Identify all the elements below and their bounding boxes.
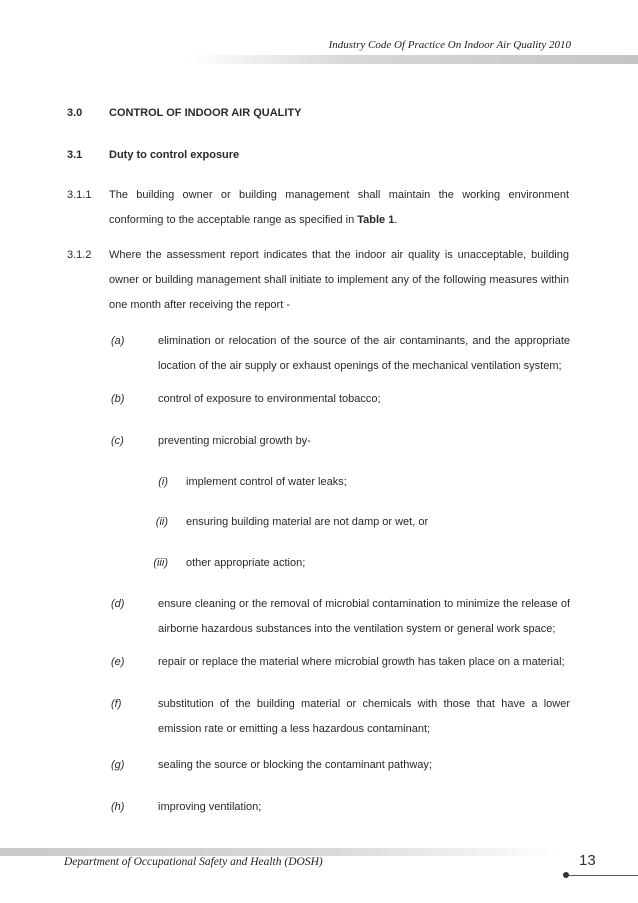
clause-3-1-1-number: 3.1.1 [67, 189, 92, 201]
footer-department: Department of Occupational Safety and Health (DOSH) [64, 856, 323, 868]
list-item-label: (d) [111, 598, 125, 610]
list-item-label: (a) [111, 335, 125, 347]
page-number-dot [563, 872, 569, 878]
clause-3-1-1-text [109, 183, 569, 233]
sub-item-label: (iii) [153, 557, 168, 569]
table-reference: Table 1 [357, 214, 395, 226]
list-item-text: sealing the source or blocking the contaminant pathway; [158, 759, 432, 771]
list-item-text: substitution of the building material or chemicals with those that have a lower emission rate or emitting a less hazardous contaminant; [158, 698, 570, 735]
list-item-text: improving ventilation; [158, 801, 262, 813]
list-item-label: (b) [111, 393, 125, 405]
list-item-text: repair or replace the material where microbial growth has taken place on a material; [158, 656, 565, 668]
subsection-title: Duty to control exposure [109, 149, 240, 161]
sub-item-text: implement control of water leaks; [186, 476, 347, 488]
section-number: 3.0 [67, 107, 83, 119]
page-number: 13 [579, 852, 596, 869]
clause-3-1-1-body: The building owner or building management shall maintain the working environment conforming to the acceptable range as specified in [109, 189, 569, 226]
sub-item-text: ensuring building material are not damp or wet, or [186, 516, 429, 528]
list-item-label: (f) [111, 698, 122, 710]
list-item-text: preventing microbial growth by- [158, 435, 311, 447]
list-item-label: (h) [111, 801, 125, 813]
header-rule [188, 55, 638, 64]
page-number-rule [566, 875, 638, 876]
list-item-text: elimination or relocation of the source of the air contaminants, and the appropriate location of the air supply or exhaust openings of the mechanical ventilation system; [158, 335, 570, 372]
running-header: Industry Code Of Practice On Indoor Air Quality 2010 [328, 39, 571, 51]
sub-item-text: other appropriate action; [186, 557, 306, 569]
section-title: CONTROL OF INDOOR AIR QUALITY [109, 107, 302, 119]
list-item-label: (g) [111, 759, 125, 771]
sub-item-label: (i) [158, 476, 168, 488]
subsection-number: 3.1 [67, 149, 83, 161]
list-item-label: (e) [111, 656, 125, 668]
list-item-text: ensure cleaning or the removal of microbial contamination to minimize the release of airborne hazardous substances into the ventilation system or general work space; [158, 598, 570, 635]
clause-3-1-2-text: Where the assessment report indicates that the indoor air quality is unacceptable, building owner or building management shall initiate to implement any of the following measures within one month after receiving the report - [109, 249, 569, 311]
list-item-text: control of exposure to environmental tobacco; [158, 393, 381, 405]
sub-item-label: (ii) [155, 516, 168, 528]
footer-rule [0, 848, 560, 856]
clause-3-1-2-number: 3.1.2 [67, 249, 92, 261]
list-item-label: (c) [111, 435, 124, 447]
clause-3-1-1-end: . [394, 214, 398, 226]
